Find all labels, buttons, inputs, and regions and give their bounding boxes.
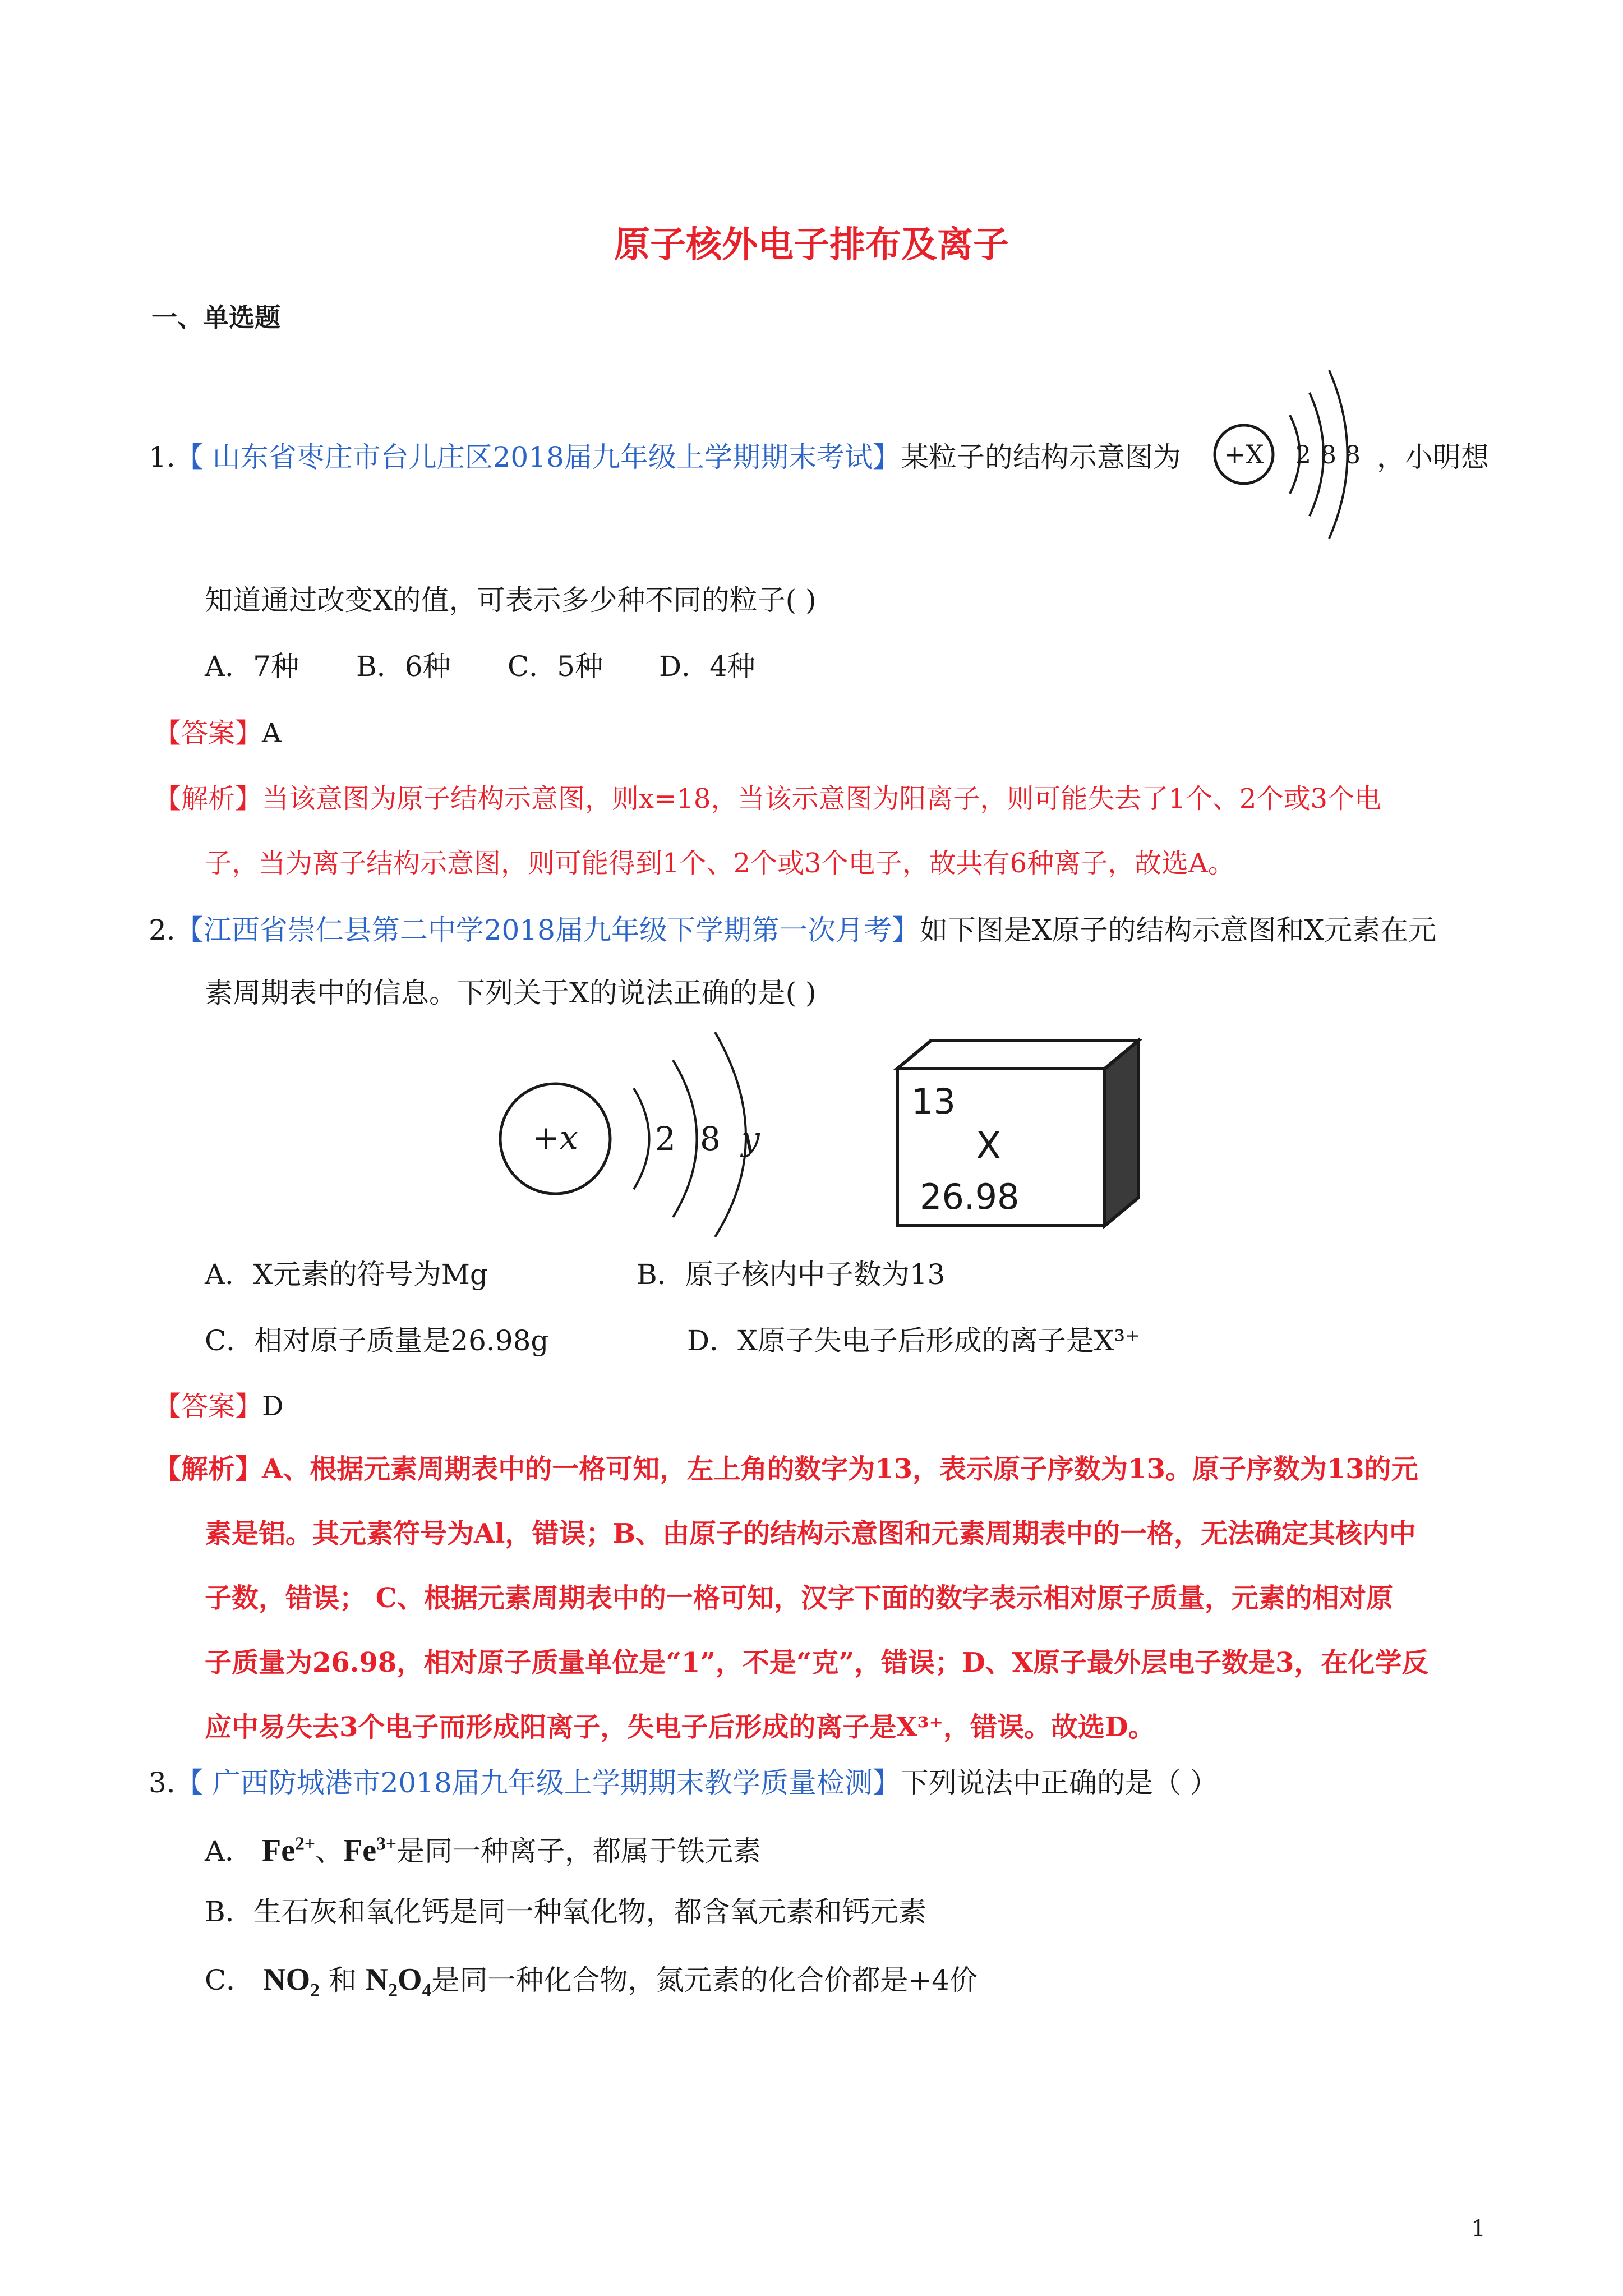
q2-answer <box>154 1384 284 1423</box>
q3-number: 3. <box>149 1766 176 1799</box>
q2-analysis-line5: 应中易失去3个电子而形成阳离子，失电子后形成的离子是X³⁺，错误。故选D。 <box>205 1711 1155 1743</box>
q3-option-a-prefix: A． <box>205 1835 253 1867</box>
q2-shell-arc-2 <box>673 1060 697 1217</box>
q2-analysis-line2: 素是铝。其元素符号为Al，错误；B、由原子的结构示意图和元素周期表中的一格，无法确定其核内中 <box>205 1518 1417 1549</box>
q2-stem-line1 <box>149 908 1436 948</box>
q3-source: 【 广西防城港市2018届九年级上学期期末教学质量检测】 <box>175 1766 901 1799</box>
q3-option-c <box>205 1958 978 2001</box>
q2-source: 【江西省崇仁县第二中学2018届九年级下学期第一次月考】 <box>175 914 920 946</box>
q3-text-a: 下列说法中正确的是（ ） <box>900 1766 1218 1799</box>
q1-number: 1. <box>149 441 176 473</box>
q1-shell-electrons-3: 8 <box>1345 441 1361 470</box>
q3-formula-n2o4-sub1: 2 <box>388 1980 398 2001</box>
section-heading: 一、单选题 <box>151 302 280 333</box>
q1-shell-electrons-2: 8 <box>1321 441 1336 470</box>
q1-option-a: A．7种 <box>205 650 299 683</box>
q3-formula-n2o4-o: O <box>398 1962 422 1997</box>
page-title: 原子核外电子排布及离子 <box>614 224 1009 266</box>
q1-answer <box>154 711 282 750</box>
q2-element-cell-side <box>1105 1041 1138 1226</box>
q1-stem-line2: 知道通过改变X的值，可表示多少种不同的粒子( ) <box>205 584 817 616</box>
q3-formula-no2-sub: 2 <box>310 1980 320 2001</box>
q2-atomic-number: 13 <box>911 1081 956 1122</box>
q3-formula-n2o4 <box>365 1962 432 2001</box>
q1-analysis-text1: 当该意图为原子结构示意图，则x=18，当该示意图为阳离子，则可能失去了1个、2个或3个电 <box>262 783 1382 815</box>
q3-formula-n2o4-sub2: 4 <box>422 1980 432 2001</box>
q3-option-a-text: 是同一种离子，都属于铁元素 <box>396 1835 762 1867</box>
q1-answer-value: A <box>262 717 282 749</box>
q3-option-a <box>205 1829 761 1869</box>
q2-option-a: A．X元素的符号为Mg <box>205 1258 488 1291</box>
q2-analysis-text1: A、根据元素周期表中的一格可知，左上角的数字为13，表示原子序数为13。原子序数为13的元 <box>262 1453 1418 1485</box>
q2-option-c: C．相对原子质量是26.98g <box>205 1324 549 1357</box>
q1-option-d: D．4种 <box>659 650 755 683</box>
q3-ion-fe2-charge: 2+ <box>295 1833 316 1855</box>
q2-analysis-line4: 子质量为26.98，相对原子质量单位是“1”，不是“克”，错误；D、X原子最外层电子数是3，在化学反 <box>205 1647 1429 1678</box>
q3-separator: 、 <box>315 1835 344 1867</box>
q1-stem-line1 <box>149 435 1181 475</box>
q1-shell-electrons-1: 2 <box>1295 441 1311 470</box>
q3-ion-fe2-base: Fe <box>262 1833 296 1868</box>
q1-text-a: 某粒子的结构示意图为 <box>900 441 1181 473</box>
q3-ion-fe3-charge: 3+ <box>376 1833 397 1855</box>
page-number: 1 <box>1471 2216 1486 2242</box>
q1-analysis-line2: 子，当为离子结构示意图，则可能得到1个、2个或3个电子，故共有6种离子，故选A。 <box>205 848 1235 879</box>
q2-analysis-label: 【解析】 <box>154 1453 262 1485</box>
q3-ion-fe3 <box>343 1833 396 1868</box>
q2-shell-electrons-3: y <box>741 1120 760 1158</box>
q1-nucleus-label: +X <box>1224 439 1264 470</box>
q2-atom-structure-diagram <box>482 1027 830 1240</box>
q2-text-a: 如下图是X原子的结构示意图和X元素在元 <box>919 914 1437 946</box>
q3-ion-fe3-base: Fe <box>343 1833 377 1868</box>
q2-answer-label: 【答案】 <box>154 1391 262 1422</box>
q2-option-b: B．原子核内中子数为13 <box>637 1258 946 1291</box>
q2-shell-electrons-2: 8 <box>700 1120 721 1158</box>
q1-answer-label: 【答案】 <box>154 717 262 749</box>
q2-number: 2. <box>149 914 176 946</box>
q3-option-c-text: 是同一种化合物，氮元素的化合价都是+4价 <box>431 1964 978 1996</box>
q2-analysis-line3: 子数，错误； C、根据元素周期表中的一格可知，汉字下面的数字表示相对原子质量，元素的相对原 <box>205 1582 1393 1614</box>
q2-shell-arc-1 <box>634 1088 649 1189</box>
q1-analysis-line1 <box>154 777 1381 816</box>
q2-atomic-mass: 26.98 <box>920 1176 1020 1217</box>
q1-option-c: C．5种 <box>508 650 603 683</box>
q2-element-cell-top <box>897 1041 1138 1069</box>
q1-source: 【 山东省枣庄市台儿庄区2018届九年级上学期期末考试】 <box>175 441 901 473</box>
q3-formula-n2o4-n: N <box>365 1962 389 1997</box>
q1-atom-structure-diagram <box>1211 348 1380 550</box>
q1-analysis-label: 【解析】 <box>154 783 262 815</box>
q1-option-b: B．6种 <box>356 650 451 683</box>
q2-analysis-line1 <box>154 1447 1418 1486</box>
q2-nucleus-label: +x <box>532 1119 578 1157</box>
q2-answer-value: D <box>262 1391 284 1422</box>
q3-option-c-prefix: C． <box>205 1964 255 1996</box>
q3-option-b: B．生石灰和氧化钙是同一种氧化物，都含氧元素和钙元素 <box>205 1895 926 1928</box>
q1-text-b: ，小明想 <box>1377 441 1489 473</box>
q3-ion-fe2 <box>262 1833 315 1868</box>
q2-element-cell <box>892 1035 1144 1231</box>
q2-option-d: D．X原子失电子后形成的离子是X³⁺ <box>687 1324 1140 1357</box>
q3-formula-no2 <box>263 1962 320 2001</box>
q3-and: 和 <box>328 1964 357 1996</box>
q2-stem-line2: 素周期表中的信息。下列关于X的说法正确的是( ) <box>205 977 817 1009</box>
q2-element-symbol: X <box>976 1124 1002 1167</box>
q3-stem-line1 <box>149 1760 1218 1801</box>
q2-shell-electrons-1: 2 <box>655 1120 676 1158</box>
q3-formula-no2-base: NO <box>263 1962 311 1997</box>
